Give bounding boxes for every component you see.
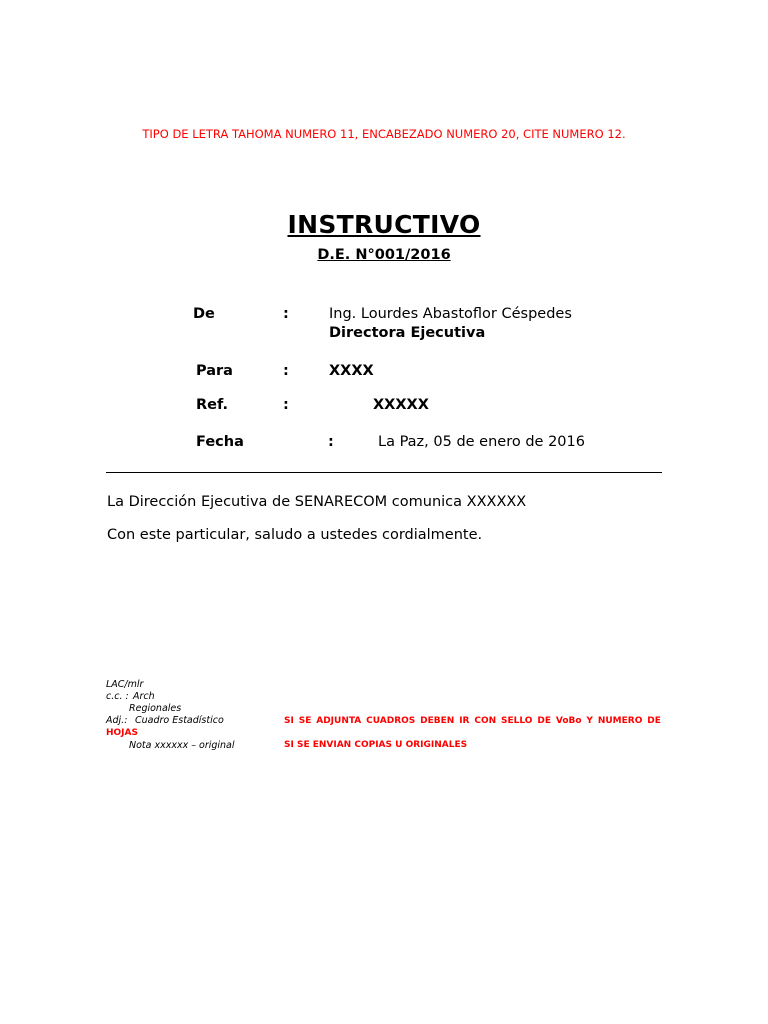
de-label: De: [193, 306, 215, 322]
red-note-word: ADJUNTA: [316, 716, 362, 726]
adj-item: Cuadro Estadístico: [135, 715, 224, 726]
copies-red-note: SI SE ENVIAN COPIAS U ORIGINALES: [284, 740, 468, 750]
red-note-word: DEBEN: [420, 716, 455, 726]
fecha-colon: :: [328, 434, 334, 450]
body-paragraph-2: Con este particular, saludo a ustedes cordialmente.: [107, 527, 483, 543]
initials: LAC/mlr: [106, 679, 144, 690]
attachment-red-note-continuation: HOJAS: [106, 728, 138, 738]
ref-label: Ref.: [196, 397, 229, 413]
para-value: XXXX: [329, 363, 374, 379]
para-label: Para: [196, 363, 233, 379]
ref-colon: :: [283, 397, 289, 413]
red-note-word: CUADROS: [366, 716, 416, 726]
cc-label: c.c. :: [106, 691, 129, 702]
cc-item: Arch: [133, 691, 155, 702]
para-colon: :: [283, 363, 289, 379]
adj-label: Adj.:: [106, 715, 128, 726]
red-note-word: SELLO: [501, 716, 533, 726]
body-paragraph-1: La Dirección Ejecutiva de SENARECOM comunica XXXXXX: [107, 494, 527, 510]
de-value: Ing. Lourdes Abastoflor Céspedes: [329, 306, 572, 322]
red-note-word: Y: [586, 716, 593, 726]
red-note-word: CON: [474, 716, 497, 726]
ref-value: XXXXX: [373, 397, 429, 413]
red-note-word: IR: [459, 716, 470, 726]
red-note-word: SE: [298, 716, 312, 726]
formatting-instruction-note: TIPO DE LETRA TAHOMA NUMERO 11, ENCABEZADO NUMERO 20, CITE NUMERO 12.: [142, 127, 626, 141]
red-note-word: SI: [284, 716, 294, 726]
red-note-word: DE: [647, 716, 661, 726]
de-colon: :: [283, 306, 289, 322]
red-note-word: NUMERO: [597, 716, 643, 726]
adj-item: Nota xxxxxx – original: [129, 740, 235, 751]
red-note-word: DE: [537, 716, 551, 726]
de-position: Directora Ejecutiva: [329, 325, 486, 341]
attachment-red-note: [284, 716, 661, 726]
fecha-value: La Paz, 05 de enero de 2016: [378, 434, 585, 450]
header-divider: [106, 472, 662, 473]
fecha-label: Fecha: [196, 434, 244, 450]
document-cite: D.E. N°001/2016: [317, 247, 451, 263]
cc-item: Regionales: [129, 703, 182, 714]
document-title: INSTRUCTIVO: [287, 210, 481, 239]
red-note-word: VoBo: [555, 716, 582, 726]
